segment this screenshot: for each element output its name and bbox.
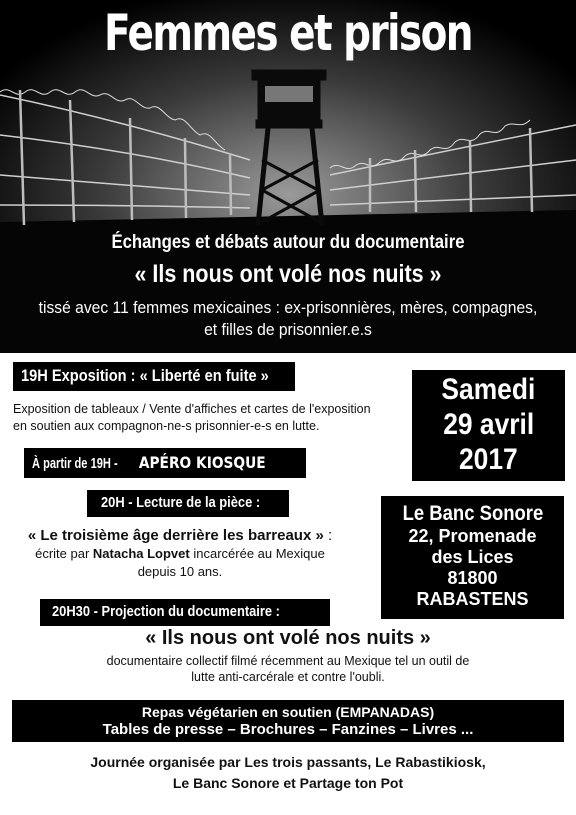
reading-details	[0, 527, 360, 581]
projection-description-line-1: documentaire collectif filmé récemment au Mexique tel un outil de	[106, 654, 470, 668]
film-title: « Ils nous ont volé nos nuits »	[134, 260, 442, 288]
venue-postcode: 81800	[447, 568, 498, 588]
expo-tag	[13, 362, 295, 391]
date-year: 2017	[459, 443, 518, 476]
projection-description	[0, 653, 576, 685]
info-bar-line-1: Repas végétarien en soutien (EMPANADAS)	[141, 704, 435, 720]
projection-title: « Ils nous ont volé nos nuits »	[145, 627, 431, 649]
reading-author: Natacha Lopvet	[92, 546, 190, 561]
reading-rest: incarcérée au Mexique	[189, 546, 325, 561]
poster-subtitle: Échanges et débats autour du documentaire	[111, 232, 465, 253]
expo-description	[13, 401, 371, 435]
info-bar-line-2: Tables de presse – Brochures – Fanzines – Livres ...	[102, 721, 474, 738]
venue-city: RABASTENS	[416, 589, 529, 609]
reading-since: depuis 10 ans.	[137, 564, 223, 579]
reading-tag-label: 20H - Lecture de la pièce :	[101, 494, 261, 511]
expo-description-line-2: en soutien aux compagnon-ne-s prisonnier-e-s en lutte.	[13, 419, 320, 433]
projection-description-line-2: lutte anti-carcérale et contre l'oubli.	[191, 670, 385, 684]
projection-tag	[40, 599, 330, 626]
reading-tag	[87, 490, 289, 517]
expo-tag-label: 19H Exposition : « Liberté en fuite »	[21, 366, 269, 385]
reading-title: « Le troisième âge derrière les barreaux »	[27, 527, 324, 544]
apero-tag-name: APÉRO KIOSQUE	[138, 453, 266, 472]
organizers-line-2: Le Banc Sonore et Partage ton Pot	[172, 775, 404, 791]
projection-tag-label: 20H30 - Projection du documentaire :	[52, 603, 280, 620]
info-bar	[12, 700, 564, 742]
reading-colon: :	[323, 527, 333, 544]
venue-street-1: 22, Promenade	[408, 526, 537, 546]
film-description-line-1: tissé avec 11 femmes mexicaines : ex-prisonnières, mères, compagnes,	[38, 298, 538, 317]
date-box	[412, 370, 565, 481]
film-description	[23, 297, 553, 341]
venue-street-2: des Lices	[431, 547, 514, 567]
apero-tag	[24, 448, 306, 478]
date-date: 29 avril	[442, 408, 534, 441]
hero-banner	[0, 0, 576, 353]
date-day: Samedi	[441, 373, 536, 406]
reading-by: écrite par	[35, 546, 93, 561]
expo-description-line-1: Exposition de tableaux / Vente d'affiches et cartes de l'exposition	[13, 402, 371, 416]
film-description-line-2: et filles de prisonnier.e.s	[204, 320, 372, 339]
poster-title: Femmes et prison	[103, 4, 473, 62]
organizers	[0, 752, 576, 794]
venue-name: Le Banc Sonore	[402, 502, 543, 525]
venue-box	[381, 496, 564, 619]
organizers-line-1: Journée organisée par Les trois passants, Le Rabastikiosk,	[90, 754, 486, 770]
apero-tag-prefix: À partir de 19H -	[32, 455, 118, 472]
apero-tag-content	[32, 453, 266, 472]
